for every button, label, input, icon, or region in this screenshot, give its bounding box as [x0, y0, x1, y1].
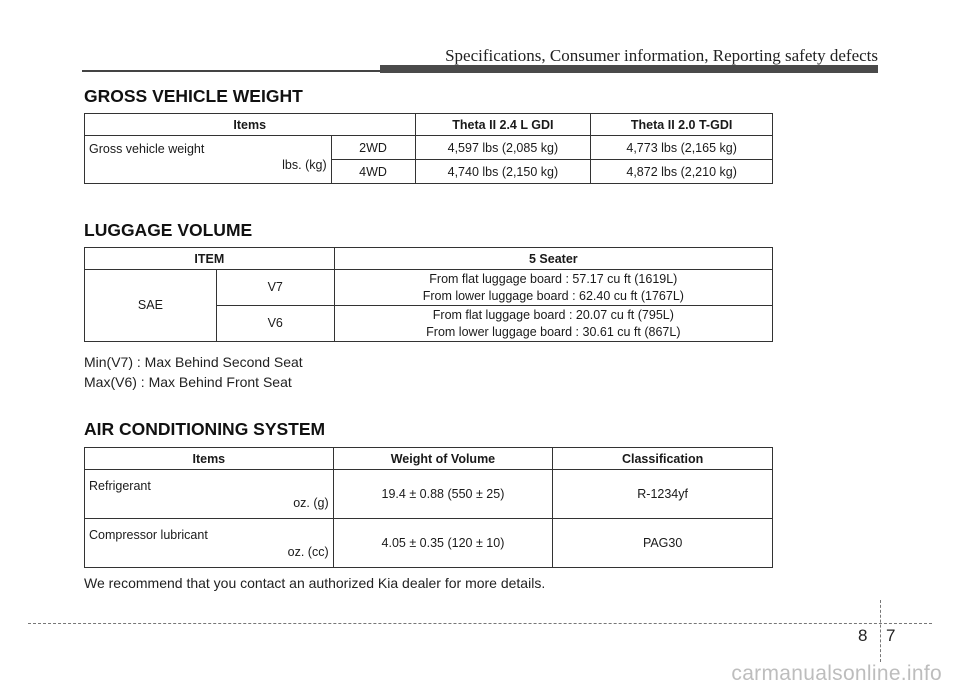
ac-weight: 4.05 ± 0.35 (120 ± 10) [333, 519, 553, 568]
header-rule [82, 70, 380, 72]
header-bar [380, 65, 878, 73]
luggage-note-min: Min(V7) : Max Behind Second Seat [84, 354, 303, 370]
luggage-table [84, 247, 773, 342]
luggage-note-max: Max(V6) : Max Behind Front Seat [84, 374, 292, 390]
ac-dealer-note: We recommend that you contact an authorized Kia dealer for more details. [84, 575, 546, 591]
header-title: Specifications, Consumer information, Reporting safety defects [445, 46, 878, 65]
table-row [85, 136, 773, 160]
luggage-flat: From flat luggage board : 20.07 cu ft (795L) [432, 307, 674, 322]
gvw-head-engine-1: Theta II 2.4 L GDI [415, 114, 591, 136]
gvw-drive: 4WD [331, 160, 415, 184]
luggage-head-seater: 5 Seater [334, 248, 772, 270]
ac-item-cell [85, 470, 334, 519]
ac-item-cell [85, 519, 334, 568]
ac-weight: 19.4 ± 0.88 (550 ± 25) [333, 470, 553, 519]
luggage-standard: SAE [85, 270, 217, 342]
luggage-section-title: LUGGAGE VOLUME [84, 220, 253, 240]
luggage-values [334, 306, 772, 342]
table-row [85, 270, 773, 306]
gvw-head-engine-2: Theta II 2.0 T-GDI [591, 114, 773, 136]
gvw-header-row [85, 114, 773, 136]
luggage-head-item: ITEM [85, 248, 335, 270]
gvw-item-label: Gross vehicle weight [89, 141, 205, 156]
ac-item-label: Compressor lubricant [89, 527, 208, 542]
gvw-head-items: Items [85, 114, 416, 136]
footer-rule [28, 623, 932, 624]
gvw-value: 4,740 lbs (2,150 kg) [415, 160, 591, 184]
gvw-item-unit: lbs. (kg) [282, 157, 327, 172]
footer-divider [880, 600, 881, 662]
gvw-drive: 2WD [331, 136, 415, 160]
ac-item-unit: oz. (g) [293, 495, 329, 510]
gvw-value: 4,872 lbs (2,210 kg) [591, 160, 773, 184]
luggage-type: V6 [216, 306, 334, 342]
luggage-values [334, 270, 772, 306]
luggage-lower: From lower luggage board : 62.40 cu ft (1767L) [422, 288, 684, 303]
ac-table [84, 447, 773, 568]
ac-head-class: Classification [553, 448, 773, 470]
table-row [85, 470, 773, 519]
table-row [85, 519, 773, 568]
ac-head-items: Items [85, 448, 334, 470]
ac-class: PAG30 [553, 519, 773, 568]
luggage-type: V7 [216, 270, 334, 306]
luggage-lower: From lower luggage board : 30.61 cu ft (867L) [426, 324, 681, 339]
watermark-text: carmanualsonline.info [731, 662, 942, 685]
gvw-table [84, 113, 773, 184]
gvw-item-cell [85, 136, 332, 184]
gvw-value: 4,597 lbs (2,085 kg) [415, 136, 591, 160]
ac-item-label: Refrigerant [89, 478, 151, 493]
ac-class: R-1234yf [553, 470, 773, 519]
ac-item-unit: oz. (cc) [287, 544, 329, 559]
gvw-value: 4,773 lbs (2,165 kg) [591, 136, 773, 160]
ac-header-row [85, 448, 773, 470]
luggage-flat: From flat luggage board : 57.17 cu ft (1619L) [429, 271, 678, 286]
ac-head-weight: Weight of Volume [333, 448, 553, 470]
page-number: 7 [886, 626, 896, 645]
luggage-header-row [85, 248, 773, 270]
gvw-section-title: GROSS VEHICLE WEIGHT [84, 86, 303, 106]
chapter-number: 8 [858, 626, 868, 645]
ac-section-title: AIR CONDITIONING SYSTEM [84, 419, 326, 439]
